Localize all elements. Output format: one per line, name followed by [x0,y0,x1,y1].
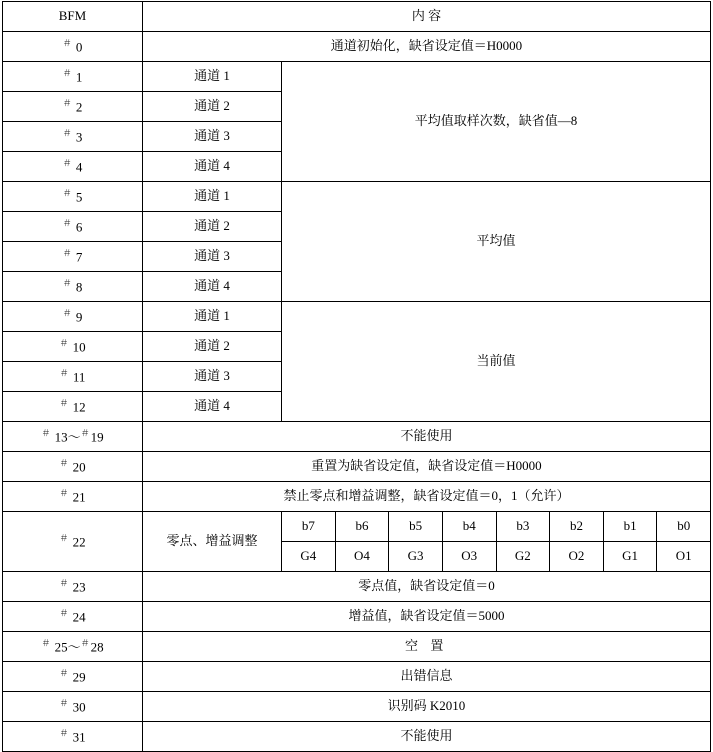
table-row [3,62,711,92]
bfm-id: ＃ 24 [3,602,143,632]
bfm-id: ＃ 21 [3,482,143,512]
row-content: 不能使用 [143,422,711,452]
bit-label: b6 [335,512,389,542]
zero-gain-label: 零点、增益调整 [143,512,282,572]
channel-label: 通道 4 [143,272,282,302]
table-row [3,512,711,542]
bit-value: O1 [657,542,711,572]
row-content: 空 置 [143,632,711,662]
table-row [3,482,711,512]
table-row [3,32,711,62]
bfm-id: ＃ 5 [3,182,143,212]
table-row [3,302,711,332]
bfm-id: ＃ 8 [3,272,143,302]
row-content: 重置为缺省设定值，缺省设定值＝H0000 [143,452,711,482]
table-row [3,182,711,212]
bfm-id: ＃ 30 [3,692,143,722]
row-content: 出错信息 [143,662,711,692]
channel-label: 通道 1 [143,62,282,92]
table-row [3,572,711,602]
bfm-id: ＃ 1 [3,62,143,92]
bit-label: b0 [657,512,711,542]
channel-label: 通道 2 [143,212,282,242]
bfm-id: ＃ 23 [3,572,143,602]
row-content: 平均值 [282,182,711,302]
bit-label: b1 [603,512,657,542]
table-header-row [3,2,711,32]
table-row [3,602,711,632]
bfm-id: ＃ 3 [3,122,143,152]
bit-value: O4 [335,542,389,572]
bit-label: b3 [496,512,550,542]
header-content: 内 容 [143,2,711,32]
bit-label: b7 [282,512,336,542]
row-content: 识别码 K2010 [143,692,711,722]
channel-label: 通道 3 [143,242,282,272]
channel-label: 通道 3 [143,122,282,152]
bfm-id: ＃ 11 [3,362,143,392]
bit-label: b5 [389,512,443,542]
row-content: 增益值，缺省设定值＝5000 [143,602,711,632]
row-content: 通道初始化，缺省设定值＝H0000 [143,32,711,62]
row-content: 平均值取样次数，缺省值—8 [282,62,711,182]
bfm-id: ＃ 0 [3,32,143,62]
bfm-id: ＃ 9 [3,302,143,332]
table-row [3,692,711,722]
table-row [3,662,711,692]
bit-value: G1 [603,542,657,572]
bit-value: G3 [389,542,443,572]
bfm-id: ＃ 31 [3,722,143,752]
channel-label: 通道 3 [143,362,282,392]
channel-label: 通道 1 [143,182,282,212]
row-content: 当前值 [282,302,711,422]
channel-label: 通道 4 [143,392,282,422]
bfm-id: ＃ 7 [3,242,143,272]
bfm-id: ＃ 10 [3,332,143,362]
channel-label: 通道 2 [143,332,282,362]
row-content: 不能使用 [143,722,711,752]
channel-label: 通道 1 [143,302,282,332]
bit-value: O3 [442,542,496,572]
table-row [3,422,711,452]
bit-value: G4 [282,542,336,572]
bfm-table [2,1,711,752]
bfm-id: ＃ 12 [3,392,143,422]
bit-label: b4 [442,512,496,542]
bit-label: b2 [550,512,604,542]
bfm-id: ＃ 25～＃28 [3,632,143,662]
header-bfm: BFM [3,2,143,32]
bit-value: G2 [496,542,550,572]
row-content: 零点值，缺省设定值＝0 [143,572,711,602]
table-row [3,722,711,752]
bfm-id: ＃ 29 [3,662,143,692]
bit-value: O2 [550,542,604,572]
table-row [3,452,711,482]
bfm-id: ＃ 22 [3,512,143,572]
channel-label: 通道 2 [143,92,282,122]
bfm-id: ＃ 2 [3,92,143,122]
bfm-id: ＃ 4 [3,152,143,182]
bfm-id: ＃ 20 [3,452,143,482]
row-content: 禁止零点和增益调整，缺省设定值＝0，1（允许） [143,482,711,512]
bfm-id: ＃ 6 [3,212,143,242]
channel-label: 通道 4 [143,152,282,182]
document-page [0,1,713,745]
table-row [3,632,711,662]
bfm-id: ＃ 13～＃19 [3,422,143,452]
